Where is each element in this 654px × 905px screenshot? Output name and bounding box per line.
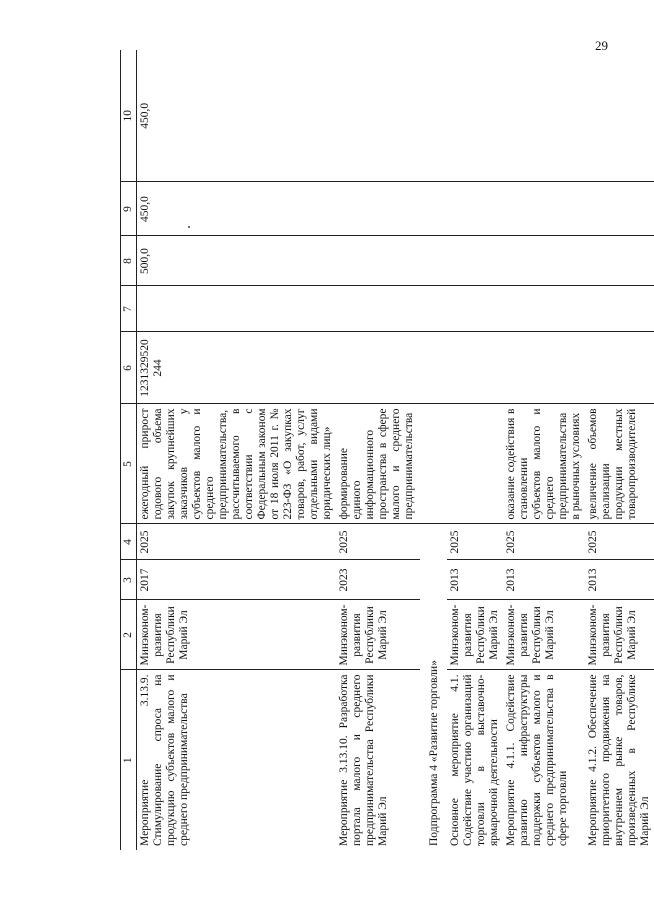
table-body	[137, 50, 654, 850]
end-year: 2025	[585, 524, 654, 560]
table-row	[137, 50, 337, 850]
value-col9	[447, 182, 503, 236]
executor-cell: Минэконом-развития Республики Марий Эл	[585, 600, 654, 670]
result-cell: ежегодный прирост годового объема закупок крупнейших заказчиков у субъектов малого и среднего предпринимательства, рассчитываемого в соответствии с Федеральным законом от 18 июля 2011 г. № 223-ФЗ «О закупках товаров, работ, услуг отдельными видами юридических лиц»	[137, 404, 337, 524]
value-col7	[585, 286, 654, 332]
value-col9	[585, 182, 654, 236]
budget-code: 1231329520 244	[137, 332, 337, 404]
subprogram-row	[420, 50, 447, 850]
value-col10	[447, 50, 503, 182]
budget-code	[585, 332, 654, 404]
table-row	[447, 50, 503, 850]
executor-cell: Минэконом-развития Республики Марий Эл	[336, 600, 420, 670]
value-col10	[336, 50, 420, 182]
result-cell: увеличение объемов реализации продукции местных товаропроизводителей	[585, 404, 654, 524]
end-year: 2025	[137, 524, 337, 560]
header-cell: 1	[121, 670, 137, 850]
value-col8	[503, 236, 585, 286]
header-cell: 5	[121, 404, 137, 524]
start-year: 2013	[447, 560, 503, 600]
header-cell: 9	[121, 182, 137, 236]
executor-cell: Минэконом-развития Республики Марий Эл	[137, 600, 337, 670]
header-cell: 10	[121, 50, 137, 182]
measure-name: Мероприятие 4.1.2. Обеспечение приоритетного продвижения на внутреннем рынке товаров, произведенных в Республике Марий Эл	[587, 674, 651, 846]
program-table	[120, 50, 654, 850]
header-cell: 8	[121, 236, 137, 286]
page-number: 29	[595, 38, 608, 53]
result-cell: оказание содействия в становлении субъектов малого и среднего предпринимательства в рыночных условиях	[503, 404, 585, 524]
value-col7	[447, 286, 503, 332]
header-cell: 4	[121, 524, 137, 560]
value-col10	[503, 50, 585, 182]
measure-name: Мероприятие 3.13.9. Стимулирование спроса на продукцию субъектов малого и среднего предпринимательства	[139, 674, 190, 846]
budget-code	[503, 332, 585, 404]
result-cell: формирование единого информационного пространства в сфере малого и среднего предпринимательства	[336, 404, 420, 524]
subprogram-title: Подпрограмма 4 «Развитие торговли»	[428, 660, 440, 846]
table-row	[336, 50, 420, 850]
measure-name: Мероприятие 4.1.1. Содействие развитию инфраструктуры поддержки субъектов малого и среднего предпринимательства в сфере торговли	[505, 674, 569, 846]
value-col7	[137, 286, 337, 332]
end-year: 2025	[336, 524, 420, 560]
value-col8	[447, 236, 503, 286]
value-col10	[585, 50, 654, 182]
header-cell: 7	[121, 286, 137, 332]
start-year: 2023	[336, 560, 420, 600]
table-row	[585, 50, 654, 850]
value-col9	[503, 182, 585, 236]
executor-cell: Минэконом-развития Республики Марий Эл	[447, 600, 503, 670]
value-col7	[503, 286, 585, 332]
value-col8: 500,0	[137, 236, 337, 286]
table-row	[503, 50, 585, 850]
measure-name: Мероприятие 3.13.10. Разработка портала малого и среднего предпринимательства Республики Марий Эл	[338, 674, 389, 846]
value-col8	[336, 236, 420, 286]
value-col9: 450,0	[137, 182, 337, 236]
executor-cell: Минэконом-развития Республики Марий Эл	[503, 600, 585, 670]
end-year: 2025	[447, 524, 503, 560]
header-cell: 6	[121, 332, 137, 404]
start-year: 2017	[137, 560, 337, 600]
table-header	[121, 50, 137, 850]
start-year: 2013	[585, 560, 654, 600]
start-year: 2013	[503, 560, 585, 600]
header-cell: 2	[121, 600, 137, 670]
value-col7	[336, 286, 420, 332]
value-col9	[336, 182, 420, 236]
budget-code	[336, 332, 420, 404]
value-col10: 450,0	[137, 50, 337, 182]
end-year: 2025	[503, 524, 585, 560]
header-cell: 3	[121, 560, 137, 600]
value-col8	[585, 236, 654, 286]
result-cell	[447, 404, 503, 524]
measure-name: Основное мероприятие 4.1. Содействие участию организаций торговли в выставочно-ярмарочной деятельности	[449, 674, 500, 846]
budget-code	[447, 332, 503, 404]
